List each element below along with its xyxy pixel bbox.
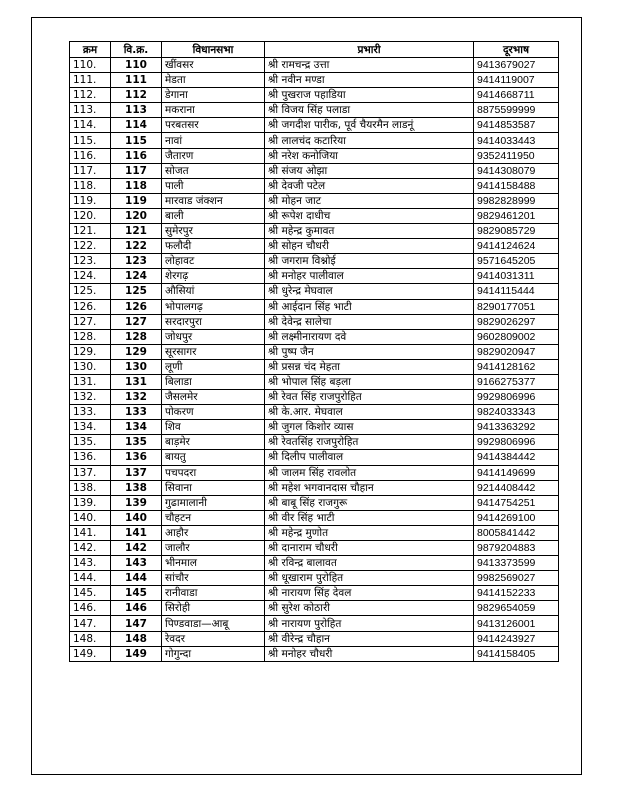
ac-number-cell: 113 <box>111 103 162 118</box>
table-row <box>70 88 559 103</box>
serial-cell: 142. <box>70 541 111 556</box>
table-row <box>70 390 559 405</box>
table-row <box>70 133 559 148</box>
phone-cell: 9414152233 <box>474 586 559 601</box>
incharge-name-cell: श्री के.आर. मेघवाल <box>265 405 474 420</box>
assembly-name-cell: सुमेरपुर <box>162 224 265 239</box>
table-row <box>70 103 559 118</box>
table-row <box>70 178 559 193</box>
phone-cell: 9602809002 <box>474 329 559 344</box>
phone-cell: 9414668711 <box>474 88 559 103</box>
assembly-name-cell: बिलाडा <box>162 374 265 389</box>
table-row <box>70 163 559 178</box>
phone-cell: 9214408442 <box>474 480 559 495</box>
phone-cell: 9352411950 <box>474 148 559 163</box>
incharge-name-cell: श्री महेश भगवानदास चौहान <box>265 480 474 495</box>
incharge-name-cell: श्री रविन्द्र बालावत <box>265 556 474 571</box>
incharge-name-cell: श्री आईदान सिंह भाटी <box>265 299 474 314</box>
ac-number-cell: 148 <box>111 631 162 646</box>
ac-number-cell: 130 <box>111 359 162 374</box>
header-incharge: प्रभारी <box>265 42 474 58</box>
assembly-name-cell: गोगुन्दा <box>162 646 265 661</box>
ac-number-cell: 118 <box>111 178 162 193</box>
incharge-table <box>69 41 559 662</box>
assembly-name-cell: मकराना <box>162 103 265 118</box>
assembly-name-cell: सांचौर <box>162 571 265 586</box>
table-row <box>70 254 559 269</box>
serial-cell: 126. <box>70 299 111 314</box>
ac-number-cell: 126 <box>111 299 162 314</box>
ac-number-cell: 140 <box>111 510 162 525</box>
assembly-name-cell: चौहटन <box>162 510 265 525</box>
table-row <box>70 480 559 495</box>
table-row <box>70 525 559 540</box>
ac-number-cell: 116 <box>111 148 162 163</box>
ac-number-cell: 146 <box>111 601 162 616</box>
incharge-name-cell: श्री नारायण पुरोहित <box>265 616 474 631</box>
assembly-name-cell: जैसलमेर <box>162 390 265 405</box>
table-row <box>70 118 559 133</box>
ac-number-cell: 110 <box>111 58 162 73</box>
incharge-name-cell: श्री नवीन मण्डा <box>265 73 474 88</box>
incharge-name-cell: श्री रेवतसिंह राजपुरोहित <box>265 435 474 450</box>
ac-number-cell: 128 <box>111 329 162 344</box>
phone-cell: 9414031311 <box>474 269 559 284</box>
incharge-name-cell: श्री धुरेन्द्र मेघवाल <box>265 284 474 299</box>
ac-number-cell: 111 <box>111 73 162 88</box>
table-row <box>70 269 559 284</box>
incharge-name-cell: श्री पुखराज पहाडिया <box>265 88 474 103</box>
assembly-name-cell: बायतु <box>162 450 265 465</box>
serial-cell: 118. <box>70 178 111 193</box>
incharge-name-cell: श्री धूखाराम पुरोहित <box>265 571 474 586</box>
table-row <box>70 405 559 420</box>
table-row <box>70 193 559 208</box>
assembly-name-cell: पिण्डवाडा—आबू <box>162 616 265 631</box>
incharge-name-cell: श्री नरेश कनोजिया <box>265 148 474 163</box>
phone-cell: 9414033443 <box>474 133 559 148</box>
incharge-name-cell: श्री वीरेन्द्र चौहान <box>265 631 474 646</box>
assembly-name-cell: पोकरण <box>162 405 265 420</box>
incharge-name-cell: श्री देवजी पटेल <box>265 178 474 193</box>
phone-cell: 9829020947 <box>474 344 559 359</box>
incharge-name-cell: श्री जगराम विश्नोई <box>265 254 474 269</box>
header-ac-no: वि.क्र. <box>111 42 162 58</box>
table-row <box>70 601 559 616</box>
serial-cell: 148. <box>70 631 111 646</box>
phone-cell: 9829654059 <box>474 601 559 616</box>
serial-cell: 129. <box>70 344 111 359</box>
serial-cell: 135. <box>70 435 111 450</box>
ac-number-cell: 137 <box>111 465 162 480</box>
table-row <box>70 495 559 510</box>
ac-number-cell: 127 <box>111 314 162 329</box>
phone-cell: 9414115444 <box>474 284 559 299</box>
assembly-name-cell: लोहावट <box>162 254 265 269</box>
table-row <box>70 58 559 73</box>
assembly-name-cell: आहौर <box>162 525 265 540</box>
serial-cell: 125. <box>70 284 111 299</box>
assembly-name-cell: भोपालगढ़ <box>162 299 265 314</box>
serial-cell: 141. <box>70 525 111 540</box>
assembly-name-cell: शिव <box>162 420 265 435</box>
assembly-name-cell: सोजत <box>162 163 265 178</box>
ac-number-cell: 125 <box>111 284 162 299</box>
serial-cell: 147. <box>70 616 111 631</box>
ac-number-cell: 119 <box>111 193 162 208</box>
serial-cell: 138. <box>70 480 111 495</box>
serial-cell: 119. <box>70 193 111 208</box>
table-row <box>70 239 559 254</box>
phone-cell: 9824033343 <box>474 405 559 420</box>
incharge-name-cell: श्री रेवत सिंह राजपुरोहित <box>265 390 474 405</box>
serial-cell: 120. <box>70 208 111 223</box>
table-row <box>70 148 559 163</box>
table-row <box>70 208 559 223</box>
assembly-name-cell: फलौदी <box>162 239 265 254</box>
incharge-name-cell: श्री वीर सिंह भाटी <box>265 510 474 525</box>
incharge-name-cell: श्री देवेन्द्र सालेचा <box>265 314 474 329</box>
ac-number-cell: 121 <box>111 224 162 239</box>
assembly-name-cell: रेवदर <box>162 631 265 646</box>
ac-number-cell: 138 <box>111 480 162 495</box>
assembly-name-cell: जैतारण <box>162 148 265 163</box>
incharge-name-cell: श्री संजय ओझा <box>265 163 474 178</box>
incharge-name-cell: श्री पुष्प जैन <box>265 344 474 359</box>
assembly-name-cell: पाली <box>162 178 265 193</box>
serial-cell: 127. <box>70 314 111 329</box>
phone-cell: 9414853587 <box>474 118 559 133</box>
ac-number-cell: 132 <box>111 390 162 405</box>
phone-cell: 9829461201 <box>474 208 559 223</box>
ac-number-cell: 142 <box>111 541 162 556</box>
assembly-name-cell: गुढामालानी <box>162 495 265 510</box>
table-row <box>70 541 559 556</box>
phone-cell: 9414119007 <box>474 73 559 88</box>
table-row <box>70 631 559 646</box>
phone-cell: 9413126001 <box>474 616 559 631</box>
ac-number-cell: 143 <box>111 556 162 571</box>
incharge-name-cell: श्री जुगल किशोर व्यास <box>265 420 474 435</box>
assembly-name-cell: रानीवाडा <box>162 586 265 601</box>
serial-cell: 132. <box>70 390 111 405</box>
phone-cell: 9571645205 <box>474 254 559 269</box>
phone-cell: 9414128162 <box>474 359 559 374</box>
table-row <box>70 284 559 299</box>
serial-cell: 117. <box>70 163 111 178</box>
table-body <box>70 58 559 662</box>
table-header-row <box>70 42 559 58</box>
table-row <box>70 420 559 435</box>
incharge-name-cell: श्री प्रसन्न चंद मेहता <box>265 359 474 374</box>
table-row <box>70 359 559 374</box>
incharge-name-cell: श्री बाबू सिंह राजगुरू <box>265 495 474 510</box>
ac-number-cell: 139 <box>111 495 162 510</box>
assembly-name-cell: पचपदरा <box>162 465 265 480</box>
assembly-name-cell: सरदारपुरा <box>162 314 265 329</box>
phone-cell: 9413373599 <box>474 556 559 571</box>
table-row <box>70 224 559 239</box>
serial-cell: 115. <box>70 133 111 148</box>
header-serial: क्रम <box>70 42 111 58</box>
phone-cell: 9829026297 <box>474 314 559 329</box>
incharge-name-cell: श्री दिलीप पालीवाल <box>265 450 474 465</box>
header-assembly: विधानसभा <box>162 42 265 58</box>
assembly-name-cell: भीनमाल <box>162 556 265 571</box>
ac-number-cell: 112 <box>111 88 162 103</box>
incharge-name-cell: श्री दानाराम चौधरी <box>265 541 474 556</box>
ac-number-cell: 135 <box>111 435 162 450</box>
serial-cell: 146. <box>70 601 111 616</box>
ac-number-cell: 117 <box>111 163 162 178</box>
assembly-name-cell: बाड़मेर <box>162 435 265 450</box>
phone-cell: 8005841442 <box>474 525 559 540</box>
incharge-name-cell: श्री सोहन चौधरी <box>265 239 474 254</box>
table-row <box>70 450 559 465</box>
assembly-name-cell: औसियां <box>162 284 265 299</box>
incharge-name-cell: श्री मनोहर पालीवाल <box>265 269 474 284</box>
serial-cell: 133. <box>70 405 111 420</box>
serial-cell: 143. <box>70 556 111 571</box>
table-row <box>70 510 559 525</box>
serial-cell: 111. <box>70 73 111 88</box>
phone-cell: 9982828999 <box>474 193 559 208</box>
serial-cell: 145. <box>70 586 111 601</box>
incharge-name-cell: श्री जगदीश पारीक, पूर्व चैयरमैन लाडनूं <box>265 118 474 133</box>
assembly-name-cell: जोधपुर <box>162 329 265 344</box>
serial-cell: 124. <box>70 269 111 284</box>
serial-cell: 134. <box>70 420 111 435</box>
ac-number-cell: 133 <box>111 405 162 420</box>
assembly-name-cell: मारवाड जंक्शन <box>162 193 265 208</box>
ac-number-cell: 145 <box>111 586 162 601</box>
phone-cell: 9414384442 <box>474 450 559 465</box>
phone-cell: 9414243927 <box>474 631 559 646</box>
serial-cell: 128. <box>70 329 111 344</box>
serial-cell: 137. <box>70 465 111 480</box>
phone-cell: 9929806996 <box>474 390 559 405</box>
serial-cell: 116. <box>70 148 111 163</box>
serial-cell: 130. <box>70 359 111 374</box>
ac-number-cell: 114 <box>111 118 162 133</box>
ac-number-cell: 129 <box>111 344 162 359</box>
phone-cell: 9414754251 <box>474 495 559 510</box>
assembly-name-cell: सिरोही <box>162 601 265 616</box>
table-row <box>70 586 559 601</box>
incharge-name-cell: श्री लालचंद कटारिया <box>265 133 474 148</box>
serial-cell: 113. <box>70 103 111 118</box>
serial-cell: 110. <box>70 58 111 73</box>
serial-cell: 121. <box>70 224 111 239</box>
serial-cell: 112. <box>70 88 111 103</box>
assembly-name-cell: सिवाना <box>162 480 265 495</box>
table-row <box>70 571 559 586</box>
assembly-name-cell: सूरसागर <box>162 344 265 359</box>
table-row <box>70 314 559 329</box>
ac-number-cell: 136 <box>111 450 162 465</box>
ac-number-cell: 131 <box>111 374 162 389</box>
serial-cell: 114. <box>70 118 111 133</box>
phone-cell: 9413679027 <box>474 58 559 73</box>
phone-cell: 9414158405 <box>474 646 559 661</box>
table-row <box>70 73 559 88</box>
table-row <box>70 329 559 344</box>
incharge-name-cell: श्री भोपाल सिंह बड़ला <box>265 374 474 389</box>
incharge-name-cell: श्री रामचन्द्र उत्ता <box>265 58 474 73</box>
phone-cell: 8290177051 <box>474 299 559 314</box>
ac-number-cell: 115 <box>111 133 162 148</box>
assembly-name-cell: मेडता <box>162 73 265 88</box>
phone-cell: 9414269100 <box>474 510 559 525</box>
ac-number-cell: 123 <box>111 254 162 269</box>
incharge-name-cell: श्री मनोहर चौधरी <box>265 646 474 661</box>
assembly-name-cell: नावां <box>162 133 265 148</box>
header-phone: दूरभाष <box>474 42 559 58</box>
assembly-name-cell: शेरगढ़ <box>162 269 265 284</box>
incharge-name-cell: श्री जालम सिंह रावलोत <box>265 465 474 480</box>
ac-number-cell: 120 <box>111 208 162 223</box>
incharge-name-cell: श्री मोहन जाट <box>265 193 474 208</box>
table-row <box>70 465 559 480</box>
phone-cell: 9929806996 <box>474 435 559 450</box>
phone-cell: 9414308079 <box>474 163 559 178</box>
table-row <box>70 344 559 359</box>
assembly-name-cell: खींवसर <box>162 58 265 73</box>
serial-cell: 136. <box>70 450 111 465</box>
ac-number-cell: 124 <box>111 269 162 284</box>
serial-cell: 144. <box>70 571 111 586</box>
ac-number-cell: 141 <box>111 525 162 540</box>
serial-cell: 131. <box>70 374 111 389</box>
assembly-name-cell: बाली <box>162 208 265 223</box>
ac-number-cell: 149 <box>111 646 162 661</box>
incharge-name-cell: श्री लक्ष्मीनारायण दवे <box>265 329 474 344</box>
phone-cell: 9413363292 <box>474 420 559 435</box>
ac-number-cell: 144 <box>111 571 162 586</box>
serial-cell: 140. <box>70 510 111 525</box>
phone-cell: 9414124624 <box>474 239 559 254</box>
incharge-name-cell: श्री महेन्द्र कुमावत <box>265 224 474 239</box>
serial-cell: 122. <box>70 239 111 254</box>
incharge-name-cell: श्री विजय सिंह पलाडा <box>265 103 474 118</box>
phone-cell: 9982569027 <box>474 571 559 586</box>
phone-cell: 9829085729 <box>474 224 559 239</box>
incharge-name-cell: श्री सुरेश कोठारी <box>265 601 474 616</box>
assembly-name-cell: जालौर <box>162 541 265 556</box>
table-row <box>70 556 559 571</box>
phone-cell: 9414149699 <box>474 465 559 480</box>
ac-number-cell: 147 <box>111 616 162 631</box>
phone-cell: 8875599999 <box>474 103 559 118</box>
table-row <box>70 299 559 314</box>
incharge-name-cell: श्री नारायण सिंह देवल <box>265 586 474 601</box>
table-row <box>70 616 559 631</box>
table-row <box>70 646 559 661</box>
ac-number-cell: 122 <box>111 239 162 254</box>
serial-cell: 149. <box>70 646 111 661</box>
incharge-name-cell: श्री महेन्द्र मुणोत <box>265 525 474 540</box>
incharge-name-cell: श्री रूपेश दाधीच <box>265 208 474 223</box>
serial-cell: 139. <box>70 495 111 510</box>
phone-cell: 9166275377 <box>474 374 559 389</box>
phone-cell: 9879204883 <box>474 541 559 556</box>
serial-cell: 123. <box>70 254 111 269</box>
ac-number-cell: 134 <box>111 420 162 435</box>
assembly-name-cell: डेगाना <box>162 88 265 103</box>
table-row <box>70 374 559 389</box>
assembly-name-cell: परबतसर <box>162 118 265 133</box>
table-row <box>70 435 559 450</box>
phone-cell: 9414158488 <box>474 178 559 193</box>
assembly-name-cell: लूणी <box>162 359 265 374</box>
